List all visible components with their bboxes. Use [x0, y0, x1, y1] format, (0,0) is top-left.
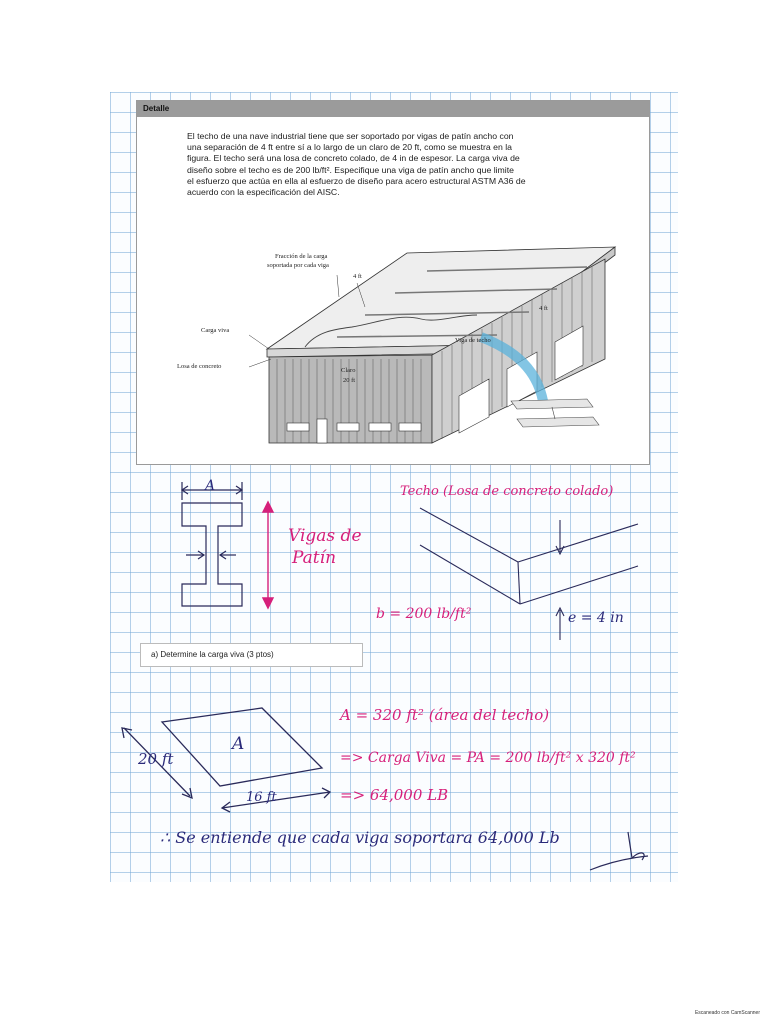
fraction-label-2: soportada por cada viga: [267, 262, 329, 269]
side-16-label: 16 ft: [246, 790, 277, 805]
thickness-label: e = 4 in: [568, 610, 624, 626]
problem-line: acuerdo con la especificación del AISC.: [187, 187, 340, 198]
roof-title: Techo (Losa de concreto colado): [400, 484, 614, 499]
conclusion-text: ∴ Se entiende que cada viga soportara 64,000 Lb: [160, 828, 560, 847]
live-load-calc: => Carga Viva = PA = 200 lb/ft² x 320 ft²: [340, 750, 636, 766]
live-load-label: Carga viva: [201, 327, 230, 334]
beam-note-line2: Patín: [292, 548, 337, 568]
problem-line: una separación de 4 ft entre sí a lo largo de un claro de 20 ft, como se muestra en la: [187, 142, 513, 153]
area-letter: A: [232, 734, 245, 754]
detalle-header: Detalle: [137, 101, 649, 117]
slab-label: Losa de concreto: [177, 363, 222, 370]
problem-line: figura. El techo será una losa de concreto colado, de 4 in de espesor. La carga viva de: [187, 153, 520, 164]
span-label-1: Claro: [341, 367, 356, 374]
spacing-label-right: 4 ft: [539, 305, 548, 312]
spacing-label-top: 4 ft: [353, 273, 362, 280]
live-load-equation: b = 200 lb/ft²: [376, 606, 472, 622]
side-20-label: 20 ft: [138, 750, 174, 768]
beam-dimension-label: A: [205, 478, 216, 494]
beam-label: Viga de techo: [455, 337, 491, 344]
fraction-label-1: Fracción de la carga: [275, 253, 328, 260]
problem-line: el esfuerzo que actúa en ella al esfuerzo de diseño para acero estructural ASTM A36 de: [187, 175, 526, 186]
problem-line: El techo de una nave industrial tiene que ser soportado por vigas de patín ancho con: [187, 131, 514, 141]
beam-note-line1: Vigas de: [288, 526, 362, 546]
scanner-watermark: Escaneado con CamScanner: [694, 1010, 760, 1016]
problem-line: diseño sobre el techo es de 200 lb/ft². Especifique una viga de patín ancho que limite: [187, 164, 514, 175]
area-equation: A = 320 ft² (área del techo): [340, 706, 550, 724]
live-load-result: => 64,000 LB: [340, 786, 449, 804]
span-label-2: 20 ft: [343, 377, 356, 384]
question-a: a) Determine la carga viva (3 ptos): [140, 643, 363, 667]
